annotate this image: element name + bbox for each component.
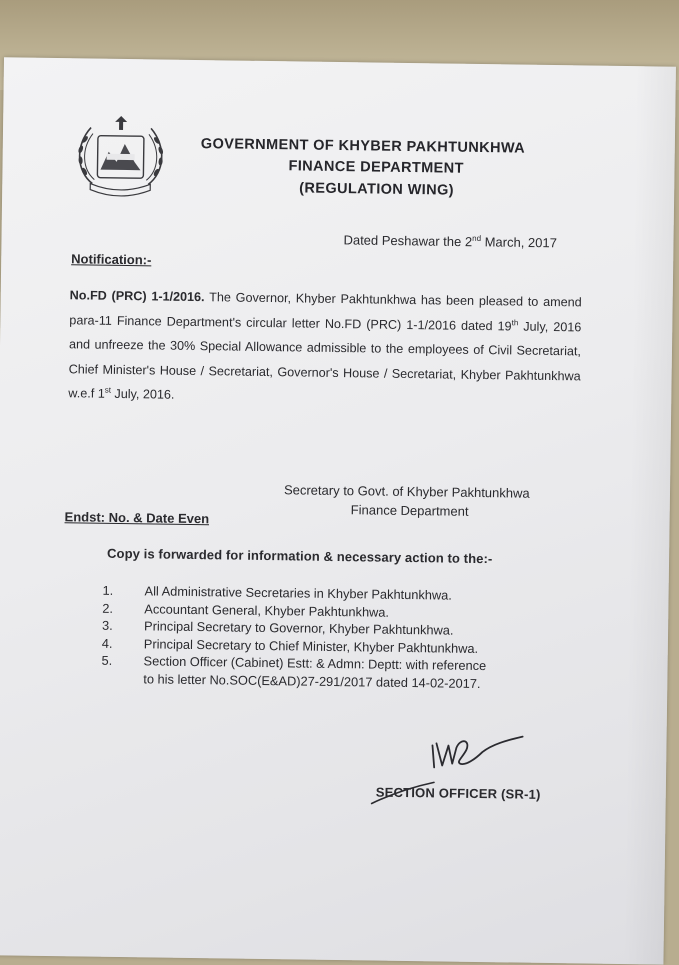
header-wing: (REGULATION WING) — [299, 180, 454, 198]
list-item-number: 5. — [101, 652, 121, 670]
list-item-text: to his letter No.SOC(E&AD)27-291/2017 dated 14-02-2017. — [143, 670, 480, 692]
body-sup1: th — [512, 318, 519, 327]
notification-ref: No.FD (PRC) 1-1/2016. — [70, 288, 205, 304]
body-part2: July, 2016 and unfreeze the 30% Special Allowance admissible to the employees of Civil Secretariat, Chief Minister's House / Secretariat, Governor's House / Secretariat, Khyber Pakhtunkhwa w.e.f 1 — [68, 319, 581, 401]
signatory-title: Secretary to Govt. of Khyber Pakhtunkhwa — [284, 482, 530, 500]
signatory-department: Finance Department — [351, 502, 469, 519]
header-government: GOVERNMENT OF KHYBER PAKHTUNKHWA — [201, 136, 525, 157]
paper-shadow — [623, 66, 676, 964]
pen-stroke-icon — [368, 777, 438, 808]
section-officer-title: SECTION OFFICER (SR-1) — [376, 785, 541, 802]
handwritten-initials-icon — [426, 731, 527, 780]
dated-suffix: March, 2017 — [481, 234, 557, 250]
list-item-text: Accountant General, Khyber Pakhtunkhwa. — [144, 600, 389, 621]
list-item-number: 4. — [102, 634, 122, 652]
dated-sup: nd — [472, 234, 481, 243]
copy-forward-heading: Copy is forwarded for information & necessary action to the:- — [107, 546, 493, 566]
list-item-text: Principal Secretary to Governor, Khyber Pakhtunkhwa. — [144, 617, 454, 639]
body-part1: The Governor, Khyber Pakhtunkhwa has been pleased to amend para-11 Finance Department's circular letter No.FD (PRC) 1-1/2016 dated 19 — [69, 290, 581, 333]
list-item-number: 1. — [102, 582, 122, 600]
dated-line — [343, 232, 557, 250]
notification-label: Notification:- — [71, 251, 151, 267]
dated-prefix: Dated Peshawar the 2 — [343, 232, 472, 249]
body-sup2: st — [105, 386, 111, 395]
list-item-text: Principal Secretary to Chief Minister, Khyber Pakhtunkhwa. — [144, 635, 479, 657]
provincial-emblem-icon — [70, 113, 171, 204]
list-item-number: 3. — [102, 617, 122, 635]
list-item-text: Section Officer (Cabinet) Estt: & Admn: Deptt: with reference — [143, 652, 486, 674]
body-part3: July, 2016. — [111, 387, 175, 402]
list-item-number: 2. — [102, 599, 122, 617]
list-item-text: All Administrative Secretaries in Khyber Pakhtunkhwa. — [144, 582, 451, 604]
recipient-list — [101, 582, 102, 687]
header-department: FINANCE DEPARTMENT — [288, 158, 464, 176]
document-page — [0, 57, 676, 964]
notification-body — [68, 283, 582, 413]
endorsement-label: Endst: No. & Date Even — [65, 509, 210, 526]
